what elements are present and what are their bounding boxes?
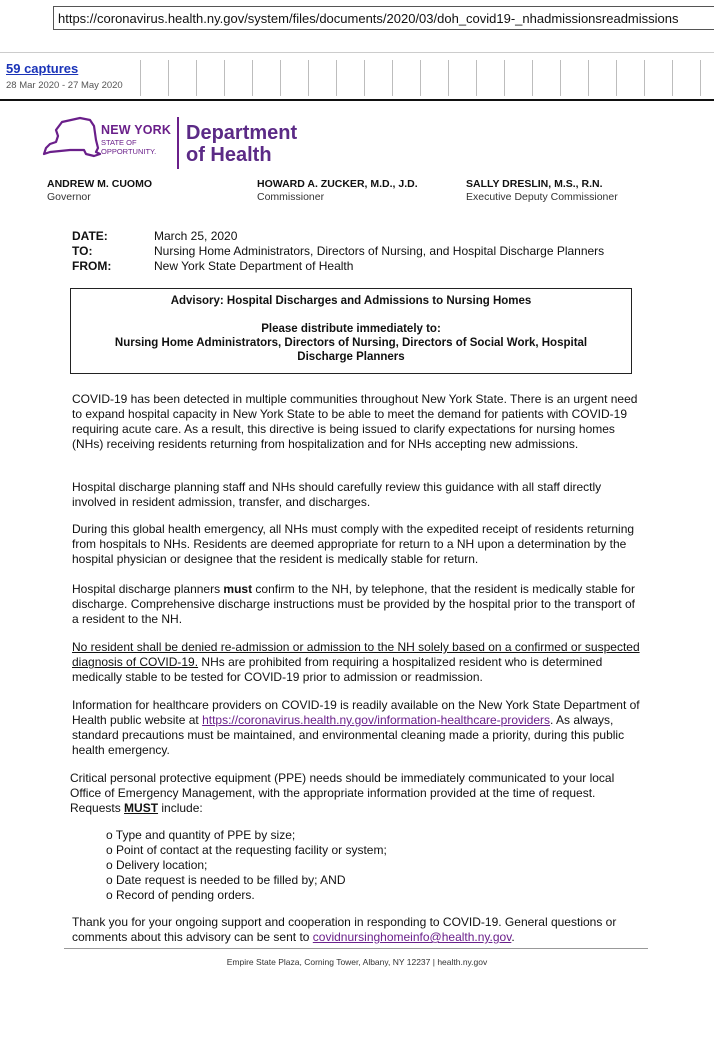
healthcare-providers-link[interactable]: https://coronavirus.health.ny.gov/information-healthcare-providers xyxy=(202,713,551,727)
paragraph-no-denial: No resident shall be denied re-admission or admission to the NH solely based on a confirmed or suspected diagnosis of COVID-19. NHs are prohibited from requiring a hospitalized resident who is determined medically stable to be tested for COVID-19 prior to admission or readmission. xyxy=(72,640,640,684)
toolbar-bottom-border xyxy=(0,99,714,101)
letterhead-divider xyxy=(177,117,179,169)
new-york-state-outline-icon xyxy=(40,116,102,164)
address-bar[interactable]: https://coronavirus.health.ny.gov/system/files/documents/2020/03/doh_covid19-_nhadmissionsreadmissions xyxy=(53,6,714,30)
paragraph-provider-info: Information for healthcare providers on COVID-19 is readily available on the New York State Department of Health public website at https://coronavirus.health.ny.gov/information-healthcare-providers. As always, standard precautions must be maintained, and environmental cleaning made a priority, during this public health emergency. xyxy=(72,698,640,757)
list-item: o Point of contact at the requesting facility or system; xyxy=(106,843,387,857)
email-link[interactable]: covidnursinghomeinfo@health.ny.gov xyxy=(312,930,512,944)
date-label: DATE: xyxy=(72,229,108,243)
paragraph-ppe-needs: Critical personal protective equipment (PPE) needs should be immediately communicated to your local Office of Emergency Management, with the appropriate information provided at the time of request. Requests MUST include: xyxy=(70,771,615,815)
paragraph-thank-you: Thank you for your ongoing support and cooperation in responding to COVID-19. General questions or comments about this advisory can be sent to covidnursinghomeinfo@health.ny.gov. xyxy=(72,915,617,944)
advisory-box xyxy=(70,288,632,374)
official-governor: ANDREW M. CUOMO Governor xyxy=(47,178,152,203)
footer-divider xyxy=(64,948,648,949)
to-label: TO: xyxy=(72,244,93,258)
department-of-health-title: Department of Health xyxy=(186,122,298,166)
list-item: o Date request is needed to be filled by; AND xyxy=(106,873,346,887)
official-deputy-commissioner: SALLY DRESLIN, M.S., R.N. Executive Deputy Commissioner xyxy=(466,178,618,203)
paragraph-review-guidance: Hospital discharge planning staff and NHs should carefully review this guidance with all staff directly involved in resident admission, transfer, and discharges. xyxy=(72,480,602,509)
footer-address: Empire State Plaza, Corning Tower, Albany, NY 12237 | health.ny.gov xyxy=(226,957,488,967)
capture-date-range: 28 Mar 2020 - 27 May 2020 xyxy=(6,80,123,91)
paragraph-covid-detected: COVID-19 has been detected in multiple communities throughout New York State. There is an urgent need to expand hospital capacity in New York State to be able to meet the demand for patients with COVID-19 requiring acute care. As a result, this directive is being issued to clarify expectations for nursing homes (NHs) receiving residents returning from hospitalization and for NHs accepting new admissions. xyxy=(72,392,638,451)
capture-timeline[interactable] xyxy=(140,60,714,96)
paragraph-discharge-planners: Hospital discharge planners must confirm to the NH, by telephone, that the resident is medically stable for discharge. Comprehensive discharge instructions must be provided by the hospital prior to the transport of a resident to the NH. xyxy=(72,582,635,626)
ny-logo-title: NEW YORK xyxy=(101,123,172,137)
from-label: FROM: xyxy=(72,259,112,273)
list-item: o Type and quantity of PPE by size; xyxy=(106,828,296,842)
list-item: o Delivery location; xyxy=(106,858,208,872)
official-commissioner: HOWARD A. ZUCKER, M.D., J.D. Commissioner xyxy=(257,178,418,203)
toolbar-divider xyxy=(0,52,714,53)
date-value: March 25, 2020 xyxy=(154,229,238,243)
captures-link[interactable]: 59 captures xyxy=(6,61,79,76)
ny-logo-subtitle: STATE OF OPPORTUNITY. xyxy=(101,138,157,156)
list-item: o Record of pending orders. xyxy=(106,888,255,902)
to-value: Nursing Home Administrators, Directors of Nursing, and Hospital Discharge Planners xyxy=(154,244,605,258)
paragraph-expedited-receipt: During this global health emergency, all NHs must comply with the expedited receipt of residents returning from hospitals to NHs. Residents are deemed appropriate for return to a NH upon a determination by the hospital physician or designee that the resident is medically stable for return. xyxy=(72,522,635,566)
advisory-distribution: Please distribute immediately to: Nursing Home Administrators, Directors of Nursing, Directors of Social Work, Hospital Discharge Planners xyxy=(114,323,588,363)
ppe-requirements-list xyxy=(106,828,387,903)
from-value: New York State Department of Health xyxy=(154,259,354,273)
advisory-title: Advisory: Hospital Discharges and Admissions to Nursing Homes xyxy=(170,295,532,307)
